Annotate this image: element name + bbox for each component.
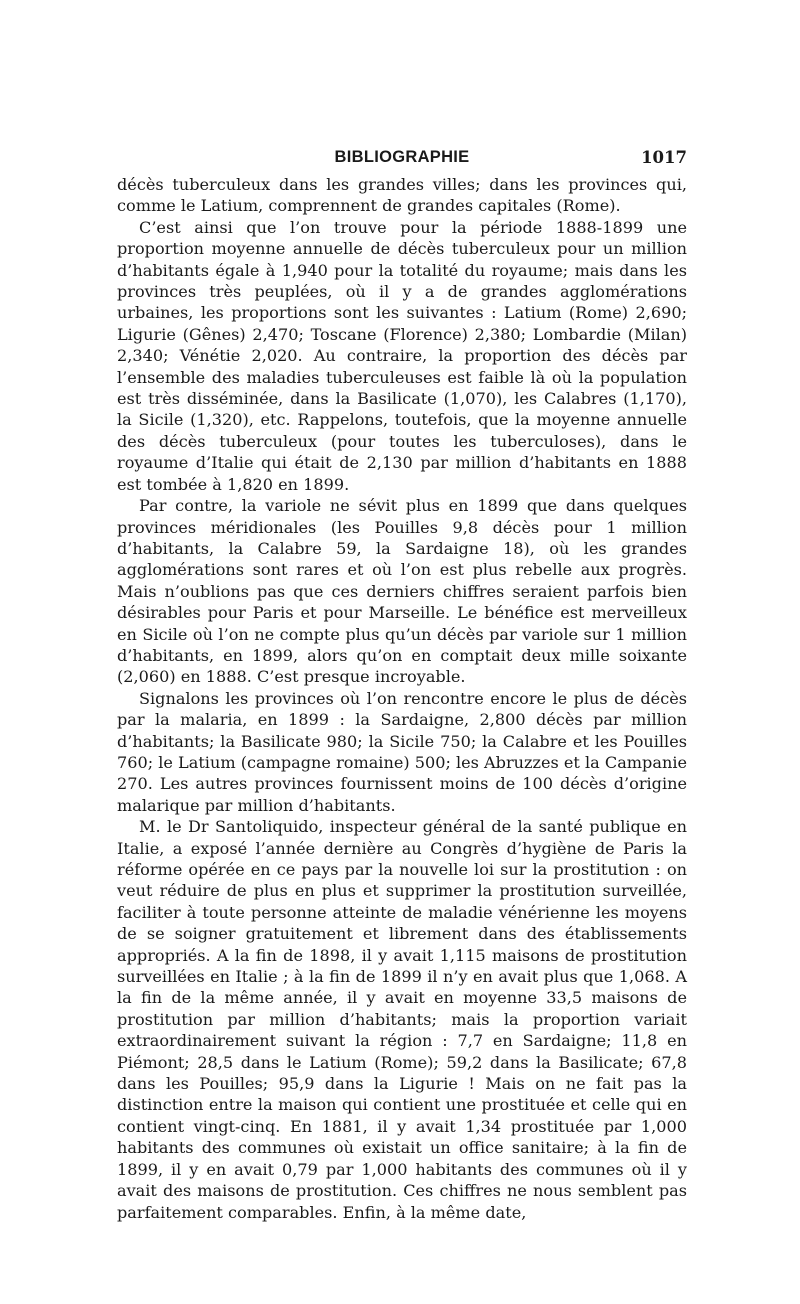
body-text bbox=[117, 174, 687, 1223]
paragraph-smallpox: Par contre, la variole ne sévit plus en 1899 que dans quelques provinces méridionales (les Pouilles 9,8 décès pour 1 million d’habitants, la Calabre 59, la Sardaigne 18), où les grandes agglomérations sont rares et où l’on est plus rebelle aux progrès. Mais n’oublions pas que ces derniers chiffres seraient parfois bien désirables pour Paris et pour Marseille. Le bénéfice est merveilleux en Sicile où l’on ne compte plus qu’un décès par variole sur 1 million d’habitants, en 1899, alors qu’on en comptait deux mille soixante (2,060) en 1888. C’est presque incroyable. bbox=[117, 496, 687, 687]
page-header bbox=[117, 148, 687, 172]
paragraph-tuberculosis: C’est ainsi que l’on trouve pour la période 1888-1899 une proportion moyenne annuelle de décès tuberculeux pour un million d’habitants égale à 1,940 pour la totalité du royaume; mais dans les provinces très peuplées, où il y a de grandes agglomérations urbaines, les proportions sont les suivantes : Latium (Rome) 2,690; Ligurie (Gênes) 2,470; Toscane (Florence) 2,380; Lombardie (Milan) 2,340; Vénétie 2,020. Au contraire, la proportion des décès par l’ensemble des maladies tuberculeuses est faible là où la population est très disséminée, dans la Basilicate (1,070), les Calabres (1,170), la Sicile (1,320), etc. Rappelons, toutefois, que la moyenne annuelle des décès tuberculeux (pour toutes les tuberculoses), dans le royaume d’Italie qui était de 2,130 par million d’habitants en 1888 est tombée à 1,820 en 1899. bbox=[117, 217, 687, 494]
paragraph-malaria: Signalons les provinces où l’on rencontre encore le plus de décès par la malaria, en 1899 : la Sardaigne, 2,800 décès par million d’habitants; la Basilicate 980; la Sicile 750; la Calabre et les Pouilles 760; le Latium (campagne romaine) 500; les Abruzzes et la Campanie 270. Les autres provinces fournissent moins de 100 décès d’origine malarique par million d’habitants. bbox=[117, 688, 687, 815]
running-title: BIBLIOGRAPHIE bbox=[334, 148, 470, 166]
paragraph-prostitution: M. le Dr Santoliquido, inspecteur général de la santé publique en Italie, a exposé l’année dernière au Congrès d’hygiène de Paris la réforme opérée en ce pays par la nouvelle loi sur la prostitution : on veut réduire de plus en plus et supprimer la prostitution surveillée, faciliter à toute personne atteinte de maladie vénérienne les moyens de se soigner gratuitement et librement dans des établissements appropriés. A la fin de 1898, il y avait 1,115 maisons de prostitution surveillées en Italie ; à la fin de 1899 il n’y en avait plus que 1,068. A la fin de la même année, il y avait en moyenne 33,5 maisons de prostitution par million d’habitants; mais la proportion variait extraordinairement suivant la région : 7,7 en Sardaigne; 11,8 en Piémont; 28,5 dans le Latium (Rome); 59,2 dans la Basilicate; 67,8 dans les Pouilles; 95,9 dans la Ligurie ! Mais on ne fait pas la distinction entre la maison qui contient une prostituée et celle qui en contient vingt-cinq. En 1881, il y avait 1,34 prostituée par 1,000 habitants des communes où existait un office sanitaire; à la fin de 1899, il y en avait 0,79 par 1,000 habitants des communes où il y avait des maisons de prostitution. Ces chiffres ne nous semblent pas parfaitement comparables. Enfin, à la même date, bbox=[117, 817, 687, 1222]
paragraph-continuation: décès tuberculeux dans les grandes villes; dans les provinces qui, comme le Latium, comprennent de grandes capitales (Rome). bbox=[117, 175, 687, 216]
page-number: 1017 bbox=[641, 148, 687, 167]
page bbox=[117, 148, 687, 1223]
